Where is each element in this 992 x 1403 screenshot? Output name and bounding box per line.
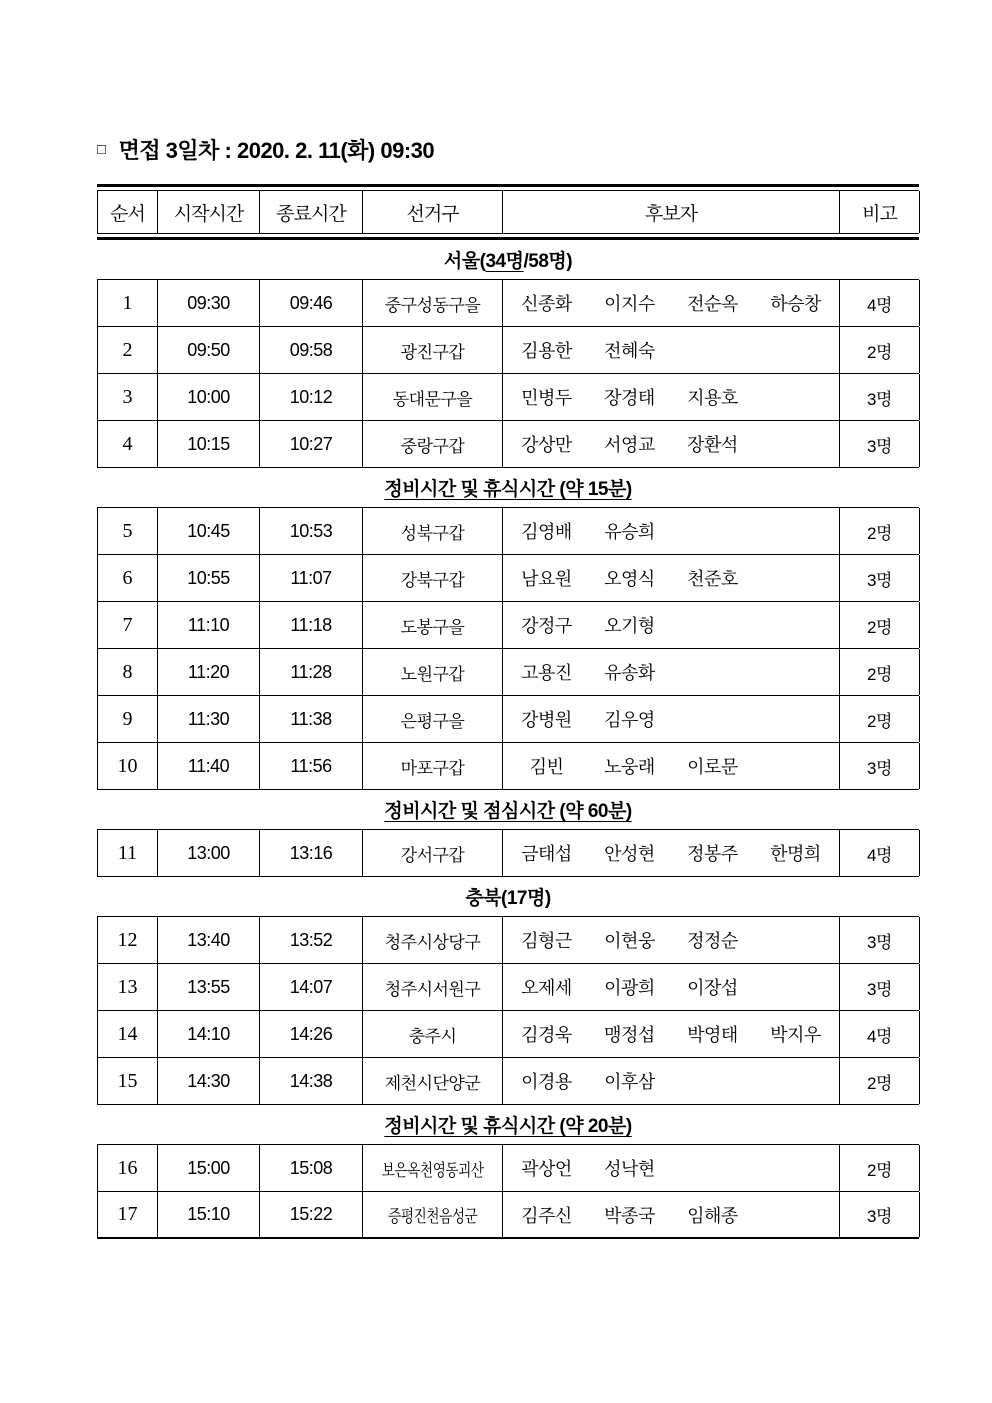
district-label: 청주시상당구 [384, 932, 481, 952]
candidate-name: 강병원 [521, 710, 572, 730]
candidate-name: 장환석 [687, 435, 738, 455]
district-label: 마포구갑 [400, 758, 465, 778]
candidates-cell [503, 696, 840, 742]
order-cell: 11 [98, 830, 158, 876]
candidate-name: 고용진 [521, 663, 572, 683]
district-label: 중랑구갑 [400, 436, 465, 456]
candidate-name: 임해종 [687, 1205, 738, 1226]
district-cell [363, 1011, 503, 1057]
square-bullet-icon: □ [97, 141, 106, 158]
candidate-name: 이로문 [687, 757, 738, 777]
candidate-name: 한명희 [770, 844, 821, 864]
end-time-cell: 10:53 [260, 508, 363, 554]
candidate-name: 오영식 [604, 569, 655, 589]
candidates-cell [503, 555, 840, 601]
table-row [97, 555, 919, 602]
candidate-name: 천준호 [687, 569, 738, 589]
candidate-name: 김경욱 [521, 1025, 572, 1045]
order-cell: 16 [98, 1145, 158, 1191]
header-bottom-rule [97, 233, 919, 240]
candidate-name: 오기형 [604, 616, 655, 636]
start-time-cell: 14:10 [158, 1011, 260, 1057]
schedule-table [97, 184, 919, 1239]
start-time-cell: 11:10 [158, 602, 260, 648]
candidates-cell [503, 649, 840, 695]
candidates-cell [503, 508, 840, 554]
start-time-cell: 15:00 [158, 1145, 260, 1191]
end-time-cell: 14:07 [260, 964, 363, 1010]
district-cell [363, 1192, 503, 1237]
candidate-name: 민병두 [521, 388, 572, 408]
end-time-cell: 10:27 [260, 421, 363, 467]
table-row [97, 696, 919, 743]
order-cell: 6 [98, 555, 158, 601]
table-row [97, 917, 919, 964]
district-cell [363, 830, 503, 876]
district-cell [363, 964, 503, 1010]
district-cell [363, 421, 503, 467]
note-cell: 4명 [840, 830, 920, 876]
start-time-cell: 10:55 [158, 555, 260, 601]
table-row [97, 830, 919, 877]
candidate-name: 오제세 [521, 978, 572, 998]
header-cell-5: 비고 [840, 191, 920, 233]
candidate-name: 김우영 [604, 710, 655, 730]
district-cell [363, 555, 503, 601]
note-cell: 2명 [840, 1145, 920, 1191]
table-row [97, 1192, 919, 1239]
order-cell: 3 [98, 374, 158, 420]
district-cell [363, 508, 503, 554]
district-cell [363, 1058, 503, 1104]
table-row [97, 964, 919, 1011]
candidate-name: 성낙현 [604, 1159, 655, 1179]
note-cell: 4명 [840, 280, 920, 326]
end-time-cell: 14:26 [260, 1011, 363, 1057]
candidates-cell [503, 917, 840, 963]
candidate-name: 금태섭 [521, 844, 572, 864]
candidate-name: 김용한 [521, 341, 572, 361]
order-cell: 7 [98, 602, 158, 648]
candidate-name: 남요원 [521, 569, 572, 589]
note-cell: 4명 [840, 1011, 920, 1057]
start-time-cell: 14:30 [158, 1058, 260, 1104]
order-cell: 5 [98, 508, 158, 554]
order-cell: 14 [98, 1011, 158, 1057]
page-title-text: 면접 3일차 : 2020. 2. 11(화) 09:30 [118, 138, 435, 163]
note-cell: 2명 [840, 602, 920, 648]
district-label: 도봉구을 [400, 617, 465, 637]
break-row [97, 468, 919, 508]
candidates-cell [503, 964, 840, 1010]
header-cell-1: 시작시간 [158, 191, 260, 233]
candidates-cell [503, 602, 840, 648]
candidate-name: 장경태 [604, 388, 655, 408]
candidate-name: 곽상언 [521, 1159, 572, 1179]
table-row [97, 508, 919, 555]
district-label: 광진구갑 [400, 342, 465, 362]
break-label: 정비시간 및 휴식시간 (약 20분) [384, 1116, 632, 1137]
district-cell [363, 280, 503, 326]
end-time-cell: 11:38 [260, 696, 363, 742]
candidate-name: 이후삼 [604, 1072, 655, 1092]
order-cell: 8 [98, 649, 158, 695]
start-time-cell: 13:40 [158, 917, 260, 963]
table-row [97, 1145, 919, 1192]
note-cell: 3명 [840, 964, 920, 1010]
header-cell-0: 순서 [98, 191, 158, 233]
table-row [97, 327, 919, 374]
header-cell-4: 후보자 [503, 191, 840, 233]
candidate-name: 강정구 [521, 616, 572, 636]
district-label: 은평구을 [400, 711, 465, 731]
end-time-cell: 13:16 [260, 830, 363, 876]
table-row [97, 649, 919, 696]
candidate-name: 정봉주 [687, 844, 738, 864]
district-label: 보은옥천영동괴산 [381, 1160, 484, 1180]
note-cell: 3명 [840, 374, 920, 420]
candidates-cell [503, 1011, 840, 1057]
order-cell: 15 [98, 1058, 158, 1104]
candidates-cell [503, 1192, 840, 1237]
end-time-cell: 09:58 [260, 327, 363, 373]
district-cell [363, 917, 503, 963]
page-title [97, 136, 919, 166]
candidates-cell [503, 830, 840, 876]
break-label: 정비시간 및 점심시간 (약 60분) [384, 801, 632, 822]
end-time-cell: 15:08 [260, 1145, 363, 1191]
candidate-name: 지용호 [687, 388, 738, 408]
district-label: 제천시단양군 [384, 1073, 481, 1093]
candidates-cell [503, 743, 840, 789]
candidates-cell [503, 280, 840, 326]
district-label: 청주시서원구 [384, 979, 481, 999]
start-time-cell: 15:10 [158, 1192, 260, 1237]
end-time-cell: 14:38 [260, 1058, 363, 1104]
candidate-name: 신종화 [521, 294, 572, 314]
district-cell [363, 696, 503, 742]
candidate-name: 김형근 [521, 931, 572, 951]
table-row [97, 374, 919, 421]
start-time-cell: 10:15 [158, 421, 260, 467]
section-label: 충북(17명) [465, 888, 551, 909]
start-time-cell: 09:50 [158, 327, 260, 373]
note-cell: 2명 [840, 1058, 920, 1104]
candidate-name: 안성현 [604, 844, 655, 864]
note-cell: 3명 [840, 421, 920, 467]
candidates-cell [503, 374, 840, 420]
candidate-name: 이현웅 [604, 931, 655, 951]
district-label: 강북구갑 [400, 570, 465, 590]
candidate-name: 김주신 [521, 1205, 572, 1226]
end-time-cell: 11:28 [260, 649, 363, 695]
end-time-cell: 15:22 [260, 1192, 363, 1237]
candidate-name: 노웅래 [604, 757, 655, 777]
section-label-post: /58명) [523, 251, 573, 272]
table-row [97, 280, 919, 327]
note-cell: 2명 [840, 696, 920, 742]
candidate-name: 유승희 [604, 522, 655, 542]
candidates-cell [503, 421, 840, 467]
order-cell: 13 [98, 964, 158, 1010]
end-time-cell: 13:52 [260, 917, 363, 963]
candidates-cell [503, 1145, 840, 1191]
district-cell [363, 602, 503, 648]
district-label: 증평진천음성군 [387, 1207, 478, 1226]
district-label: 충주시 [408, 1026, 457, 1046]
end-time-cell: 11:07 [260, 555, 363, 601]
end-time-cell: 11:56 [260, 743, 363, 789]
end-time-cell: 09:46 [260, 280, 363, 326]
district-label: 동대문구을 [392, 389, 473, 409]
table-row [97, 421, 919, 468]
start-time-cell: 10:00 [158, 374, 260, 420]
order-cell: 12 [98, 917, 158, 963]
section-label: 서울( [443, 251, 486, 272]
candidate-name: 전혜숙 [604, 341, 655, 361]
header-cell-2: 종료시간 [260, 191, 363, 233]
candidate-name: 이장섭 [687, 978, 738, 998]
table-header-row [97, 191, 919, 233]
start-time-cell: 10:45 [158, 508, 260, 554]
table-row [97, 1058, 919, 1105]
table-row [97, 602, 919, 649]
candidate-name: 강상만 [521, 435, 572, 455]
order-cell: 1 [98, 280, 158, 326]
table-row [97, 1011, 919, 1058]
table-body [97, 240, 919, 1239]
note-cell: 3명 [840, 743, 920, 789]
candidates-cell [503, 1058, 840, 1104]
start-time-cell: 09:30 [158, 280, 260, 326]
note-cell: 3명 [840, 1192, 920, 1237]
note-cell: 3명 [840, 555, 920, 601]
break-row [97, 1105, 919, 1145]
end-time-cell: 10:12 [260, 374, 363, 420]
start-time-cell: 11:20 [158, 649, 260, 695]
district-label: 노원구갑 [400, 664, 465, 684]
end-time-cell: 11:18 [260, 602, 363, 648]
candidate-name: 유송화 [604, 663, 655, 683]
order-cell: 4 [98, 421, 158, 467]
candidate-name: 정정순 [687, 931, 738, 951]
start-time-cell: 11:30 [158, 696, 260, 742]
candidate-name: 하승창 [770, 294, 821, 314]
candidate-name: 전순옥 [687, 294, 738, 314]
candidate-name: 이광희 [604, 978, 655, 998]
table-top-rule [97, 184, 919, 191]
district-cell [363, 1145, 503, 1191]
district-label: 성북구갑 [400, 523, 465, 543]
candidates-cell [503, 327, 840, 373]
district-cell [363, 327, 503, 373]
header-cell-3: 선거구 [363, 191, 503, 233]
start-time-cell: 13:55 [158, 964, 260, 1010]
candidate-name: 이경용 [521, 1072, 572, 1092]
district-cell [363, 743, 503, 789]
section-row [97, 240, 919, 280]
district-label: 중구성동구을 [384, 295, 481, 315]
break-label: 정비시간 및 휴식시간 (약 15분) [384, 479, 632, 500]
order-cell: 10 [98, 743, 158, 789]
start-time-cell: 11:40 [158, 743, 260, 789]
candidate-name: 서영교 [604, 435, 655, 455]
candidate-name: 김영배 [521, 522, 572, 542]
table-row [97, 743, 919, 790]
note-cell: 2명 [840, 327, 920, 373]
section-row [97, 877, 919, 917]
note-cell: 2명 [840, 508, 920, 554]
candidate-name: 박종국 [604, 1205, 655, 1226]
section-label-underlined: 34명 [485, 251, 524, 272]
candidate-name: 이지수 [604, 294, 655, 314]
note-cell: 2명 [840, 649, 920, 695]
note-cell: 3명 [840, 917, 920, 963]
order-cell: 2 [98, 327, 158, 373]
candidate-name: 김빈 [529, 757, 564, 777]
candidate-name: 박지우 [770, 1025, 821, 1045]
order-cell: 9 [98, 696, 158, 742]
candidate-name: 맹정섭 [604, 1025, 655, 1045]
break-row [97, 790, 919, 830]
district-cell [363, 374, 503, 420]
district-label: 강서구갑 [400, 845, 465, 865]
candidate-name: 박영태 [687, 1025, 738, 1045]
start-time-cell: 13:00 [158, 830, 260, 876]
district-cell [363, 649, 503, 695]
order-cell: 17 [98, 1192, 158, 1237]
